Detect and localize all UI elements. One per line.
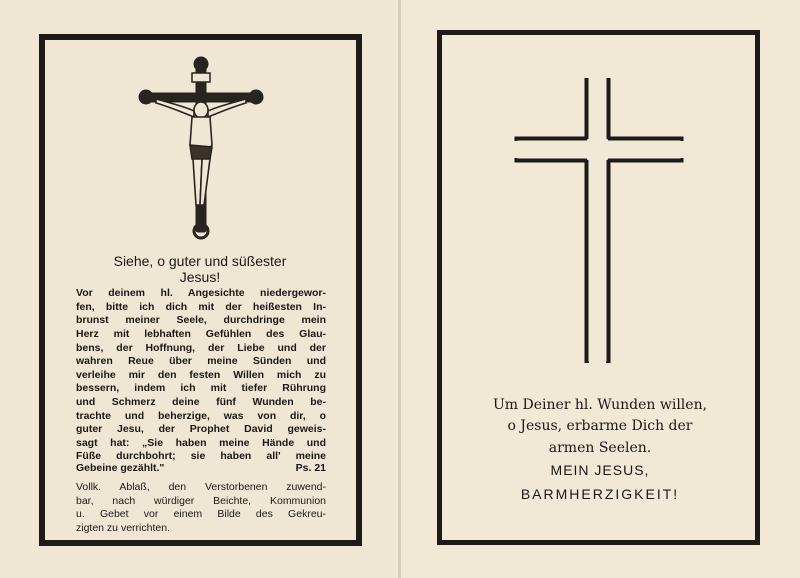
- indulgence-last-line: zigten zu verrichten.: [76, 522, 170, 534]
- outlined-cross-icon: [514, 78, 684, 363]
- right-verse-line-2: o Jesus, erbarme Dich der: [507, 418, 693, 434]
- indulgence-line: Vollk. Ablaß, den Verstorbenen zuwend-: [76, 481, 326, 493]
- prayer-line: trachte und beherzige, was von dir, o: [76, 410, 326, 422]
- indulgence-line: bar, nach würdiger Beichte, Kommunion: [76, 495, 326, 507]
- prayer-last-line: [76, 462, 326, 474]
- prayer-line: Herz mit lebhaften Gefühlen des Glau-: [76, 328, 326, 340]
- prayer-line: bessern, indem ich mit tiefer Rührung: [76, 382, 326, 394]
- prayer-line: und Schmerz deine fünf Wunden be-: [76, 396, 326, 408]
- right-caps-line-1: MEIN JESUS,: [550, 462, 650, 478]
- psalm-reference: Ps. 21: [295, 462, 326, 474]
- indulgence-line: u. Gebet vor einem Bilde des Gekreu-: [76, 508, 326, 520]
- prayer-line: verleihe mir den festen Willen mich zu: [76, 369, 326, 381]
- prayer-line: guter Jesu, der Prophet David geweis-: [76, 423, 326, 435]
- right-verse-line-1: Um Deiner hl. Wunden willen,: [492, 397, 708, 413]
- prayer-line: sagt hat: „Sie haben meine Hände und: [76, 437, 326, 449]
- card-fold: [398, 0, 401, 578]
- crucifix-icon: [136, 55, 266, 240]
- prayer-line: Vor deinem hl. Angesichte niedergewor-: [76, 287, 326, 299]
- prayer-line: Füße durchbohrt; sie haben all' meine: [76, 450, 326, 462]
- prayer-line: wahren Reue über meine Sünden und: [76, 355, 326, 367]
- prayer-heading-line-1: Siehe, o guter und süßester: [113, 253, 287, 269]
- prayer-closing-text: Gebeine gezählt.": [76, 462, 165, 474]
- right-verse-line-3: armen Seelen.: [548, 440, 652, 456]
- prayer-line: fen, bitte ich dich mit der heißesten In-: [76, 301, 326, 313]
- right-caps-line-2: BARMHERZIGKEIT!: [520, 486, 680, 502]
- prayer-heading-line-2: Jesus!: [179, 269, 221, 285]
- prayer-line: brunst meiner Seele, durchdringe mein: [76, 314, 326, 326]
- prayer-line: bens, der Hoffnung, der Liebe und der: [76, 342, 326, 354]
